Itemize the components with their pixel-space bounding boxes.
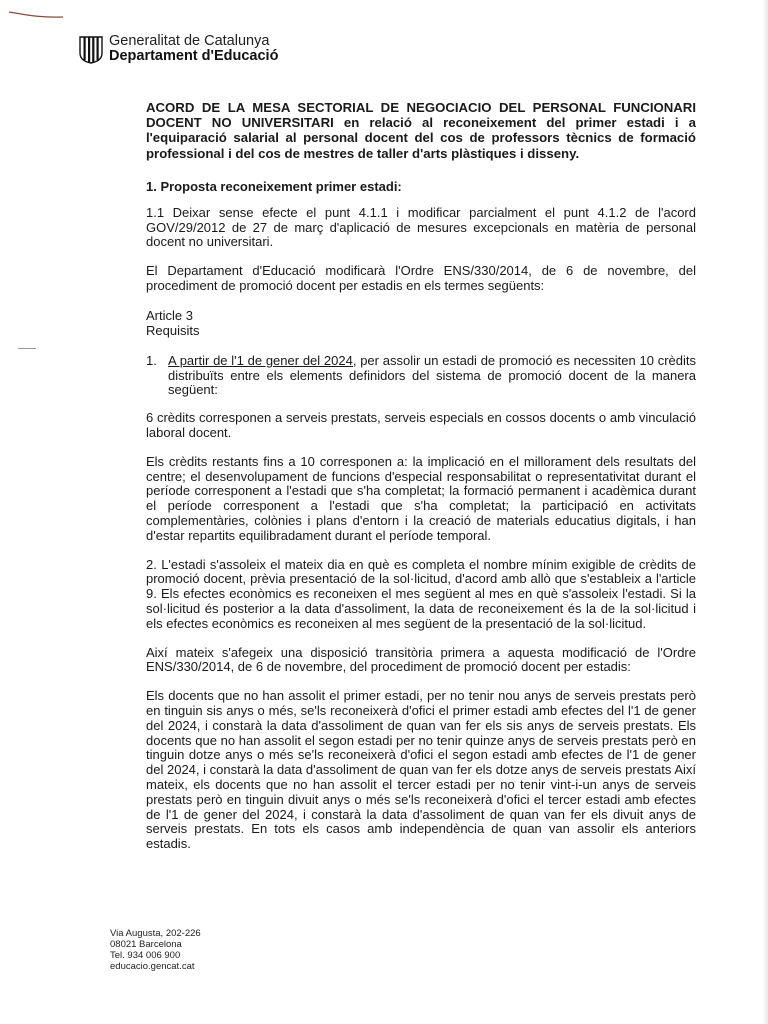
paragraph-ordre: El Departament d'Educació modificarà l'Ordre ENS/330/2014, de 6 de novembre, del procediment de promoció docent per estadis en els termes següents: bbox=[146, 263, 696, 293]
pen-mark bbox=[8, 8, 64, 22]
paragraph-remaining-credits: Els crèdits restants fins a 10 corresponen a: la implicació en el milloramen‍t dels resultats del centre; el desenvolupament de funcions d'especial responsabilitat o representativitat durant el període corresponent a l'estadi que s'ha completat; la formació permanent i acadèmica durant el període corresponent a l'estadi que s'ha completat; la participació en activitats complementàries, colònies i plans d'entorn i la creació de materials educatius digitals, i han d'estar repartits equilibradament durant el període temporal. bbox=[146, 453, 696, 543]
list-number: 1. bbox=[146, 352, 157, 368]
footer-street: Via Augusta, 202-226 bbox=[110, 928, 201, 939]
footer-website: educacio.gencat.cat bbox=[110, 961, 195, 972]
org-name: Generalitat de Catalunya bbox=[109, 33, 270, 49]
list-item bbox=[146, 354, 696, 398]
paragraph-aixi-mateix: Així mateix s'afegeix una disposició transitòria primera a aquesta modificació de l'Ordre ENS/330/2014, de 6 de novembre, del procediment de promoció docent per estadis: bbox=[146, 644, 696, 675]
scan-edge-shadow bbox=[762, 0, 768, 1024]
paragraph-1-1: 1.1 Deixar sense efecte el punt 4.1.1 i modificar parcialment el punt 4.1.2 de l'acord GOV/29/2012 de 27 de març d'aplicació de mesures excepcionals en matèria de personal docent no universitari. bbox=[146, 204, 696, 250]
paragraph-6-credits: 6 crèdits corresponen a serveis prestats, serveis especials en cossos docents o amb vinculació laboral docent. bbox=[146, 410, 696, 440]
document-title: ACORD DE LA MESA SECTORIAL DE NEGOCIACIO DEL PERSONAL FUNCIONARI DOCENT NO UNIVERSITARI en relació al reconeixement del primer estadi i a l'equiparació salarial al personal docent del cos de professors tècnics de formació professional i del cos de mestres de taller d'arts plàstiques i disseny. bbox=[146, 100, 696, 161]
paragraph-2: 2. L'estadi s'assoleix el mateix dia en què es completa el nombre mínim exigible de crèdits de promoció docent, prèvia presentació de la sol·licitud, d'acord amb allò que s'estableix a l'article 9. Els efectes econòmics es reconeixen el mes següent al mes en què s'assoleix l'estadi. Si la sol·licitud és posterior a la data d'assoliment, la data de reconeixement és la de la sol·licitud i els efectes econòmics es reconeixen al mes següent de la presentació de la sol·licitud. bbox=[146, 556, 696, 631]
document-body bbox=[146, 100, 696, 866]
department-name: Departament d'Educació bbox=[109, 48, 279, 64]
list-body bbox=[168, 354, 696, 398]
list-text: per assolir un estadi de promoció es necessiten 10 crèdits distribuïts entre els elements definidors del sistema de promoció docent de la manera següent: bbox=[168, 352, 696, 398]
generalitat-logo-icon bbox=[78, 34, 104, 64]
article-title: Requisits bbox=[146, 322, 200, 338]
section-heading: 1. Proposta reconeixement primer estadi: bbox=[146, 178, 402, 194]
footer-city: 08021 Barcelona bbox=[110, 939, 182, 950]
margin-tick bbox=[18, 348, 36, 349]
article-heading bbox=[146, 308, 696, 338]
article-label: Article 3 bbox=[146, 307, 193, 323]
footer-phone: Tel. 934 006 900 bbox=[110, 950, 181, 961]
paragraph-docents: Els docents que no han assolit el primer estadi, per no tenir nou anys de serveis prestats però en tinguin sis anys o més, se'ls reconeixerà d'ofici el primer estadi amb efectes del l'1 de gener del 2024, i constarà la data d'assoliment de quan van fer els sis anys de serveis prestats. Els docents que no han assolit el segon estadi per no tenir quinze anys de serveis prestats però en tinguin dotze anys o més se'ls reconeixerà d'ofici el segon estadi amb efectes de l'1 de gener del 2024, i constarà la data d'assoliment de quan van fer els dotze anys de serveis prestats Així mateix, els docents que no han assolit el tercer estadi per no tenir vint-i-un anys de serveis prestats però en tinguin divuit anys o més se'ls reconeixerà d'ofici el tercer estadi amb efectes de l'1 de gener del 2024, i constarà la data d'assoliment de quan van fer els divuit anys de serveis prestats. En tots els casos amb independència de quan van assolir els anteriors estadis. bbox=[146, 688, 696, 852]
letterhead bbox=[78, 34, 278, 64]
effective-date: A partir de l'1 de gener del 2024, bbox=[168, 352, 357, 368]
footer-address bbox=[110, 928, 201, 972]
